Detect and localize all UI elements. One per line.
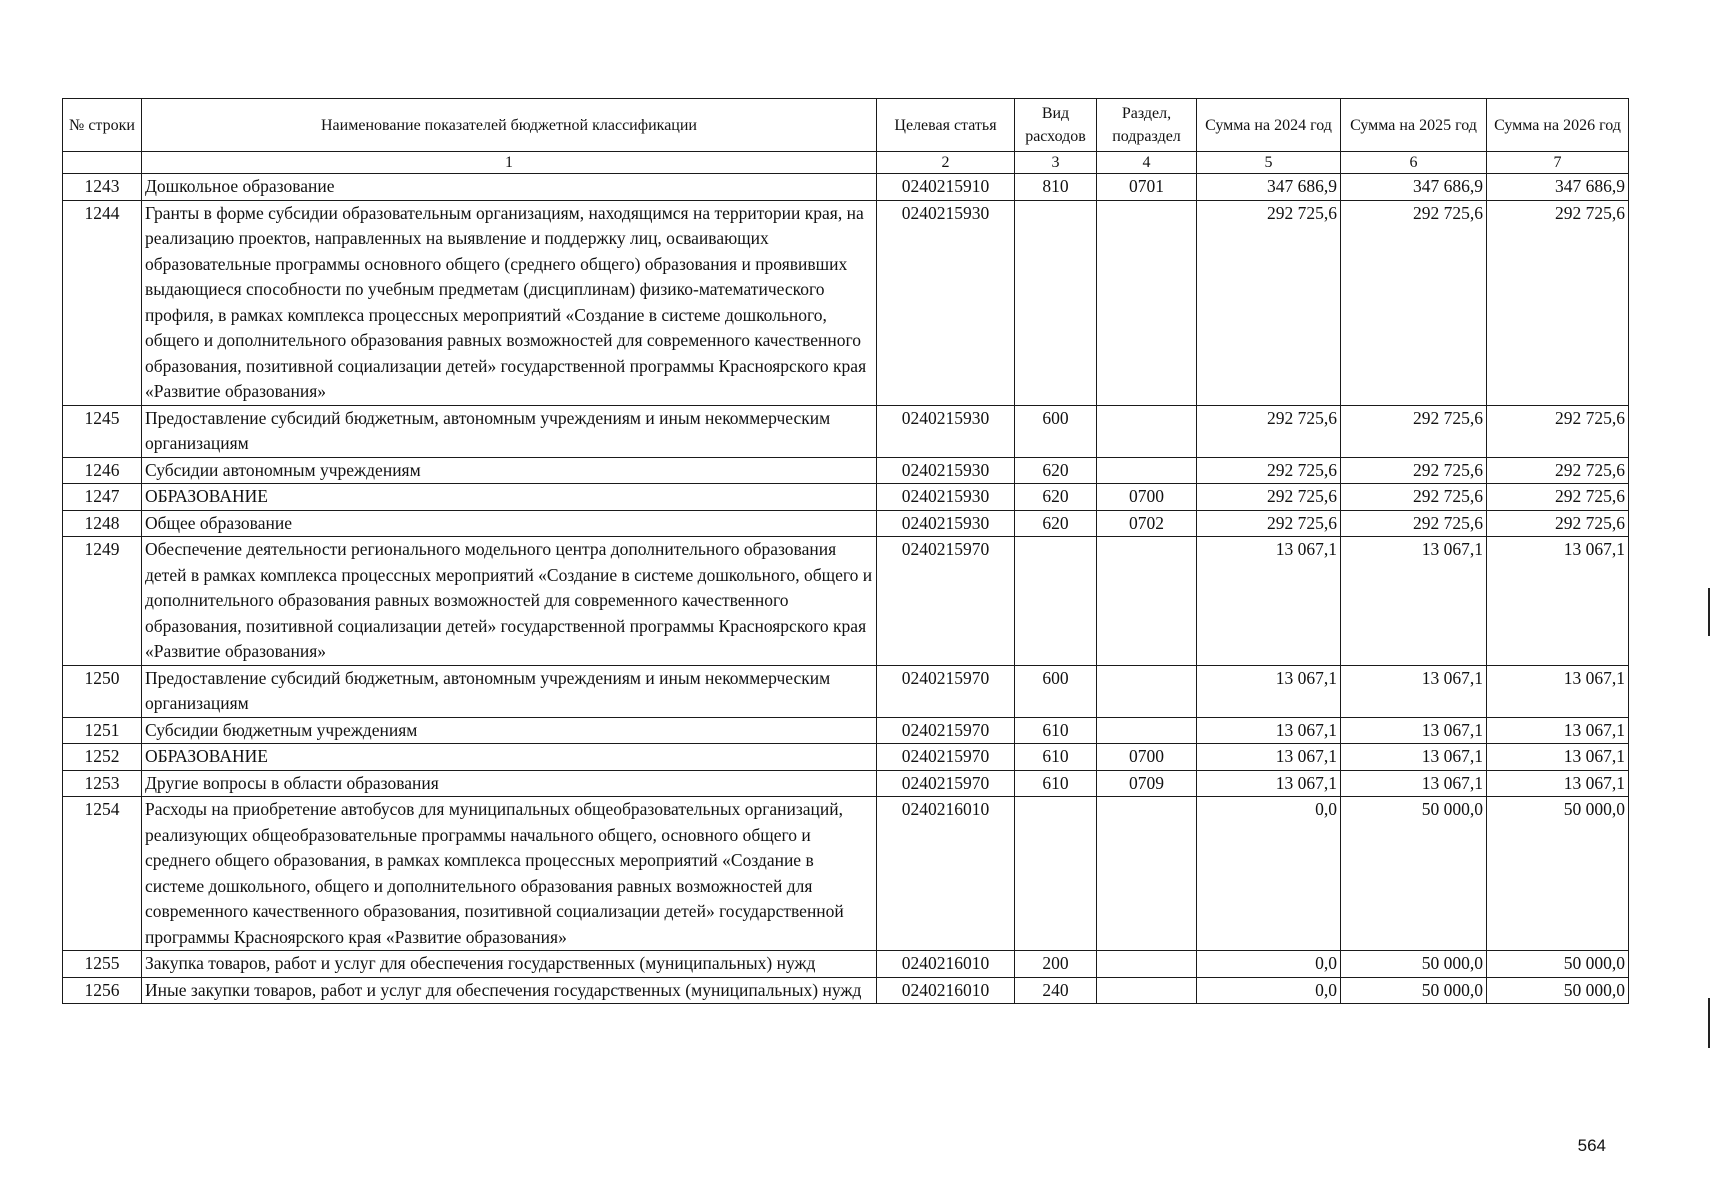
header-target-article: Целевая статья [877, 99, 1015, 152]
sum-2026: 50 000,0 [1487, 797, 1629, 951]
header-expense-type: Вид расходов [1015, 99, 1097, 152]
indicator-name: Предоставление субсидий бюджетным, автономным учреждениям и иным некоммерческим организациям [142, 665, 877, 717]
target-article: 0240215970 [877, 537, 1015, 666]
target-article: 0240215930 [877, 405, 1015, 457]
margin-mark [1708, 588, 1710, 636]
sum-2026: 292 725,6 [1487, 405, 1629, 457]
section-code: 0701 [1097, 174, 1197, 201]
sum-2026: 292 725,6 [1487, 510, 1629, 537]
sum-2025: 13 067,1 [1341, 770, 1487, 797]
expense-type: 200 [1015, 951, 1097, 978]
sum-2024: 292 725,6 [1197, 457, 1341, 484]
column-number [63, 152, 142, 174]
sum-2026: 13 067,1 [1487, 744, 1629, 771]
sum-2025: 13 067,1 [1341, 665, 1487, 717]
column-number: 5 [1197, 152, 1341, 174]
row-number: 1243 [63, 174, 142, 201]
sum-2024: 0,0 [1197, 951, 1341, 978]
row-number: 1246 [63, 457, 142, 484]
target-article: 0240216010 [877, 977, 1015, 1004]
expense-type: 600 [1015, 665, 1097, 717]
margin-mark [1708, 998, 1710, 1048]
indicator-name: Предоставление субсидий бюджетным, автономным учреждениям и иным некоммерческим организациям [142, 405, 877, 457]
sum-2026: 292 725,6 [1487, 457, 1629, 484]
sum-2026: 347 686,9 [1487, 174, 1629, 201]
table-row [63, 510, 1629, 537]
page-number: 564 [1577, 1136, 1606, 1155]
section-code: 0702 [1097, 510, 1197, 537]
header-sum-2024: Сумма на 2024 год [1197, 99, 1341, 152]
row-number: 1256 [63, 977, 142, 1004]
expense-type: 610 [1015, 770, 1097, 797]
sum-2026: 13 067,1 [1487, 537, 1629, 666]
expense-type: 610 [1015, 717, 1097, 744]
target-article: 0240216010 [877, 951, 1015, 978]
expense-type: 240 [1015, 977, 1097, 1004]
sum-2025: 50 000,0 [1341, 977, 1487, 1004]
table-row [63, 200, 1629, 405]
sum-2025: 292 725,6 [1341, 484, 1487, 511]
section-code [1097, 977, 1197, 1004]
sum-2026: 50 000,0 [1487, 977, 1629, 1004]
target-article: 0240215910 [877, 174, 1015, 201]
section-code [1097, 717, 1197, 744]
sum-2025: 50 000,0 [1341, 797, 1487, 951]
indicator-name: Общее образование [142, 510, 877, 537]
section-code [1097, 537, 1197, 666]
table-row [63, 174, 1629, 201]
section-code [1097, 951, 1197, 978]
target-article: 0240215930 [877, 457, 1015, 484]
expense-type: 620 [1015, 484, 1097, 511]
row-number: 1248 [63, 510, 142, 537]
table-row [63, 977, 1629, 1004]
indicator-name: Обеспечение деятельности регионального модельного центра дополнительного образования детей в рамках комплекса процессных мероприятий «Создание в системе дошкольного, общего и дополнительного образования равных возможностей для современного качественного образования, позитивной социализации детей» государственной программы Красноярского края «Развитие образования» [142, 537, 877, 666]
header-sum-2026: Сумма на 2026 год [1487, 99, 1629, 152]
table-row [63, 797, 1629, 951]
table-row [63, 537, 1629, 666]
column-number: 4 [1097, 152, 1197, 174]
header-section: Раздел, подраздел [1097, 99, 1197, 152]
section-code: 0700 [1097, 744, 1197, 771]
sum-2024: 292 725,6 [1197, 405, 1341, 457]
column-number: 1 [142, 152, 877, 174]
table-row [63, 770, 1629, 797]
row-number: 1255 [63, 951, 142, 978]
indicator-name: Дошкольное образование [142, 174, 877, 201]
header-sum-2025: Сумма на 2025 год [1341, 99, 1487, 152]
section-code [1097, 200, 1197, 405]
column-number: 3 [1015, 152, 1097, 174]
row-number: 1250 [63, 665, 142, 717]
sum-2025: 13 067,1 [1341, 744, 1487, 771]
table-header-row [63, 99, 1629, 152]
header-indicator-name: Наименование показателей бюджетной классификации [142, 99, 877, 152]
section-code [1097, 665, 1197, 717]
sum-2024: 13 067,1 [1197, 665, 1341, 717]
sum-2024: 13 067,1 [1197, 770, 1341, 797]
row-number: 1253 [63, 770, 142, 797]
row-number: 1247 [63, 484, 142, 511]
sum-2026: 13 067,1 [1487, 665, 1629, 717]
budget-table [62, 98, 1629, 1004]
column-number-row [63, 152, 1629, 174]
table-row [63, 717, 1629, 744]
expense-type: 620 [1015, 510, 1097, 537]
section-code: 0709 [1097, 770, 1197, 797]
sum-2026: 292 725,6 [1487, 200, 1629, 405]
expense-type: 600 [1015, 405, 1097, 457]
indicator-name: Другие вопросы в области образования [142, 770, 877, 797]
sum-2024: 13 067,1 [1197, 717, 1341, 744]
header-row-number: № строки [63, 99, 142, 152]
indicator-name: Иные закупки товаров, работ и услуг для обеспечения государственных (муниципальных) нужд [142, 977, 877, 1004]
sum-2026: 13 067,1 [1487, 770, 1629, 797]
table-row [63, 951, 1629, 978]
sum-2025: 13 067,1 [1341, 717, 1487, 744]
expense-type [1015, 537, 1097, 666]
row-number: 1252 [63, 744, 142, 771]
sum-2024: 292 725,6 [1197, 510, 1341, 537]
column-number: 7 [1487, 152, 1629, 174]
table-row [63, 744, 1629, 771]
expense-type: 620 [1015, 457, 1097, 484]
sum-2025: 50 000,0 [1341, 951, 1487, 978]
sum-2024: 13 067,1 [1197, 744, 1341, 771]
section-code [1097, 405, 1197, 457]
sum-2025: 292 725,6 [1341, 457, 1487, 484]
sum-2024: 292 725,6 [1197, 484, 1341, 511]
indicator-name: ОБРАЗОВАНИЕ [142, 484, 877, 511]
section-code [1097, 457, 1197, 484]
table-row [63, 405, 1629, 457]
sum-2024: 13 067,1 [1197, 537, 1341, 666]
sum-2026: 292 725,6 [1487, 484, 1629, 511]
sum-2024: 0,0 [1197, 977, 1341, 1004]
target-article: 0240215970 [877, 770, 1015, 797]
expense-type [1015, 797, 1097, 951]
row-number: 1249 [63, 537, 142, 666]
table-row [63, 665, 1629, 717]
target-article: 0240215970 [877, 717, 1015, 744]
sum-2024: 347 686,9 [1197, 174, 1341, 201]
sum-2025: 13 067,1 [1341, 537, 1487, 666]
column-number: 6 [1341, 152, 1487, 174]
expense-type [1015, 200, 1097, 405]
target-article: 0240215930 [877, 484, 1015, 511]
expense-type: 610 [1015, 744, 1097, 771]
table-row [63, 484, 1629, 511]
column-number: 2 [877, 152, 1015, 174]
sum-2026: 50 000,0 [1487, 951, 1629, 978]
indicator-name: Субсидии бюджетным учреждениям [142, 717, 877, 744]
target-article: 0240215930 [877, 510, 1015, 537]
sum-2025: 292 725,6 [1341, 405, 1487, 457]
sum-2025: 347 686,9 [1341, 174, 1487, 201]
indicator-name: Расходы на приобретение автобусов для муниципальных общеобразовательных организаций, реализующих общеобразовательные программы начального общего, основного общего и среднего общего образования, в рамках комплекса процессных мероприятий «Создание в системе дошкольного, общего и дополнительного образования равных возможностей для современного качественного образования, позитивной социализации детей» государственной программы Красноярского края «Развитие образования» [142, 797, 877, 951]
sum-2025: 292 725,6 [1341, 510, 1487, 537]
row-number: 1245 [63, 405, 142, 457]
row-number: 1251 [63, 717, 142, 744]
section-code: 0700 [1097, 484, 1197, 511]
table-row [63, 457, 1629, 484]
table-body [63, 174, 1629, 1004]
row-number: 1254 [63, 797, 142, 951]
indicator-name: Закупка товаров, работ и услуг для обеспечения государственных (муниципальных) нужд [142, 951, 877, 978]
section-code [1097, 797, 1197, 951]
target-article: 0240215930 [877, 200, 1015, 405]
indicator-name: ОБРАЗОВАНИЕ [142, 744, 877, 771]
target-article: 0240216010 [877, 797, 1015, 951]
indicator-name: Гранты в форме субсидии образовательным организациям, находящимся на территории края, на реализацию проектов, направленных на выявление и поддержку лиц, осваивающих образовательные программы основного общего (среднего общего) образования и проявивших выдающиеся способности по учебным предметам (дисциплинам) физико-математического профиля, в рамках комплекса процессных мероприятий «Создание в системе дошкольного, общего и дополнительного образования равных возможностей для современного качественного образования, позитивной социализации детей» государственной программы Красноярского края «Развитие образования» [142, 200, 877, 405]
sum-2026: 13 067,1 [1487, 717, 1629, 744]
row-number: 1244 [63, 200, 142, 405]
target-article: 0240215970 [877, 744, 1015, 771]
target-article: 0240215970 [877, 665, 1015, 717]
indicator-name: Субсидии автономным учреждениям [142, 457, 877, 484]
sum-2024: 292 725,6 [1197, 200, 1341, 405]
sum-2024: 0,0 [1197, 797, 1341, 951]
sum-2025: 292 725,6 [1341, 200, 1487, 405]
expense-type: 810 [1015, 174, 1097, 201]
